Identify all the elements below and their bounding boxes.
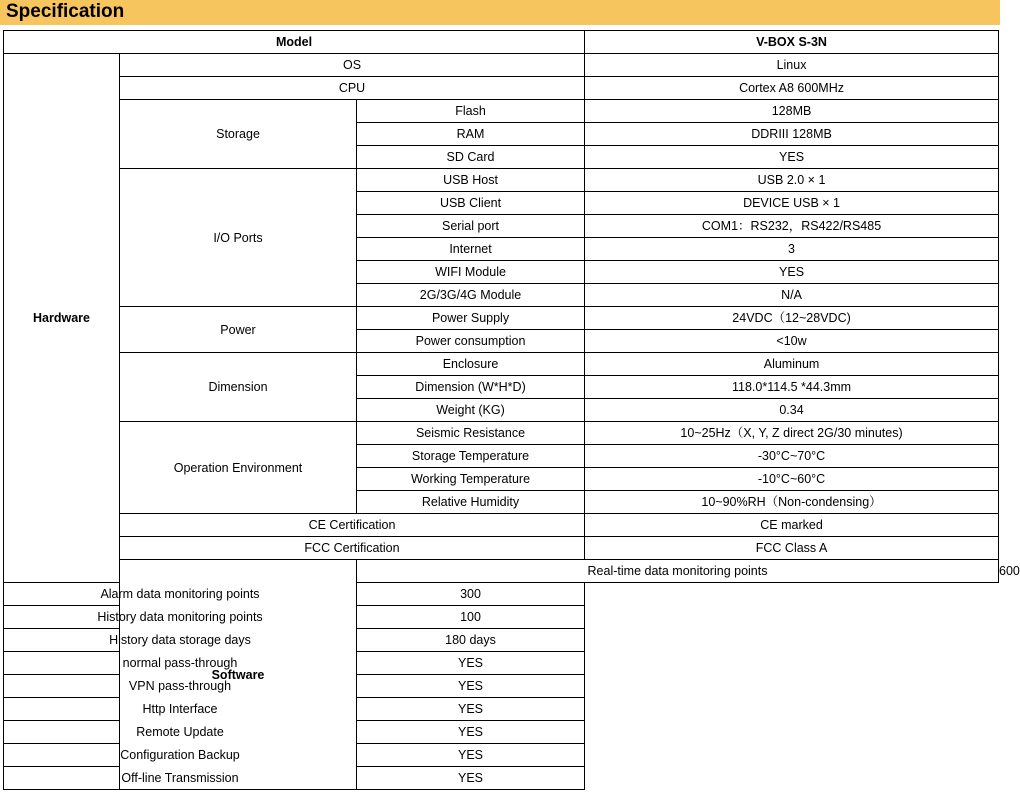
io-ports-label: I/O Ports <box>120 169 357 307</box>
spec-value: 24VDC（12~28VDC) <box>585 307 999 330</box>
table-row <box>4 629 999 652</box>
ce-label: CE Certification <box>120 514 585 537</box>
os-label: OS <box>120 54 585 77</box>
table-row <box>4 307 999 330</box>
cpu-value: Cortex A8 600MHz <box>585 77 999 100</box>
table-row <box>4 31 999 54</box>
environment-label: Operation Environment <box>120 422 357 514</box>
table-row <box>4 721 999 744</box>
table-row <box>4 698 999 721</box>
table-row <box>4 767 999 790</box>
table-row <box>4 675 999 698</box>
spec-label: Internet <box>357 238 585 261</box>
spec-label: Relative Humidity <box>357 491 585 514</box>
spec-label: Weight (KG) <box>357 399 585 422</box>
spec-label: RAM <box>357 123 585 146</box>
fcc-value: FCC Class A <box>585 537 999 560</box>
spec-label: Dimension (W*H*D) <box>357 376 585 399</box>
table-row <box>4 54 999 77</box>
spec-label: Working Temperature <box>357 468 585 491</box>
spec-label: USB Client <box>357 192 585 215</box>
table-row <box>4 77 999 100</box>
spec-value: 0.34 <box>585 399 999 422</box>
spec-value: -10°C~60°C <box>585 468 999 491</box>
spec-value: YES <box>357 675 585 698</box>
spec-label: Alarm data monitoring points <box>4 583 357 606</box>
spec-value: YES <box>357 698 585 721</box>
spec-value: YES <box>357 767 585 790</box>
spec-label: SD Card <box>357 146 585 169</box>
spec-label: History data storage days <box>4 629 357 652</box>
spec-label: Seismic Resistance <box>357 422 585 445</box>
spec-value: YES <box>585 261 999 284</box>
spec-label: VPN pass-through <box>4 675 357 698</box>
spec-label: History data monitoring points <box>4 606 357 629</box>
spec-value: Aluminum <box>585 353 999 376</box>
spec-label: Remote Update <box>4 721 357 744</box>
spec-value: DDRIII 128MB <box>585 123 999 146</box>
spec-label: Configuration Backup <box>4 744 357 767</box>
table-row <box>4 100 999 123</box>
software-label: Software <box>120 560 357 790</box>
cpu-label: CPU <box>120 77 585 100</box>
ce-value: CE marked <box>585 514 999 537</box>
spec-label: 2G/3G/4G Module <box>357 284 585 307</box>
spec-label: USB Host <box>357 169 585 192</box>
spec-value: <10w <box>585 330 999 353</box>
model-label: Model <box>4 31 585 54</box>
model-value: V-BOX S-3N <box>585 31 999 54</box>
spec-value: YES <box>357 744 585 767</box>
table-row <box>4 514 999 537</box>
spec-label: Power consumption <box>357 330 585 353</box>
spec-value: 180 days <box>357 629 585 652</box>
spec-label: Http Interface <box>4 698 357 721</box>
spec-label: Flash <box>357 100 585 123</box>
table-row <box>4 353 999 376</box>
power-label: Power <box>120 307 357 353</box>
table-row: Software Real-time data monitoring points 600 <box>4 560 999 583</box>
spec-label: Power Supply <box>357 307 585 330</box>
spec-label: WIFI Module <box>357 261 585 284</box>
table-row <box>4 652 999 675</box>
spec-value: 100 <box>357 606 585 629</box>
page-title: Specification <box>6 1 125 22</box>
spec-value: 10~90%RH（Non-condensing） <box>585 491 999 514</box>
spec-label: normal pass-through <box>4 652 357 675</box>
spec-label: Off-line Transmission <box>4 767 357 790</box>
spec-label: Serial port <box>357 215 585 238</box>
table-row <box>4 744 999 767</box>
spec-value: N/A <box>585 284 999 307</box>
spec-value: USB 2.0 × 1 <box>585 169 999 192</box>
spec-value: 118.0*114.5 *44.3mm <box>585 376 999 399</box>
spec-value: -30°C~70°C <box>585 445 999 468</box>
table-row <box>4 606 999 629</box>
dimension-label: Dimension <box>120 353 357 422</box>
spec-value: YES <box>585 146 999 169</box>
os-value: Linux <box>585 54 999 77</box>
title-bar <box>0 0 1000 25</box>
spec-value: YES <box>357 652 585 675</box>
spec-value: 128MB <box>585 100 999 123</box>
table-row <box>4 537 999 560</box>
spec-label: Enclosure <box>357 353 585 376</box>
spec-value: YES <box>357 721 585 744</box>
hardware-label: Hardware <box>4 54 120 583</box>
spec-label: Real-time data monitoring points <box>357 560 999 583</box>
spec-label: Storage Temperature <box>357 445 585 468</box>
spec-value: COM1：RS232，RS422/RS485 <box>585 215 999 238</box>
table-row <box>4 422 999 445</box>
storage-label: Storage <box>120 100 357 169</box>
spec-value: DEVICE USB × 1 <box>585 192 999 215</box>
table-row <box>4 169 999 192</box>
spec-table <box>3 30 1020 790</box>
fcc-label: FCC Certification <box>120 537 585 560</box>
spec-value: 3 <box>585 238 999 261</box>
table-row <box>4 583 999 606</box>
spec-value: 10~25Hz（X, Y, Z direct 2G/30 minutes) <box>585 422 999 445</box>
spec-value: 300 <box>357 583 585 606</box>
